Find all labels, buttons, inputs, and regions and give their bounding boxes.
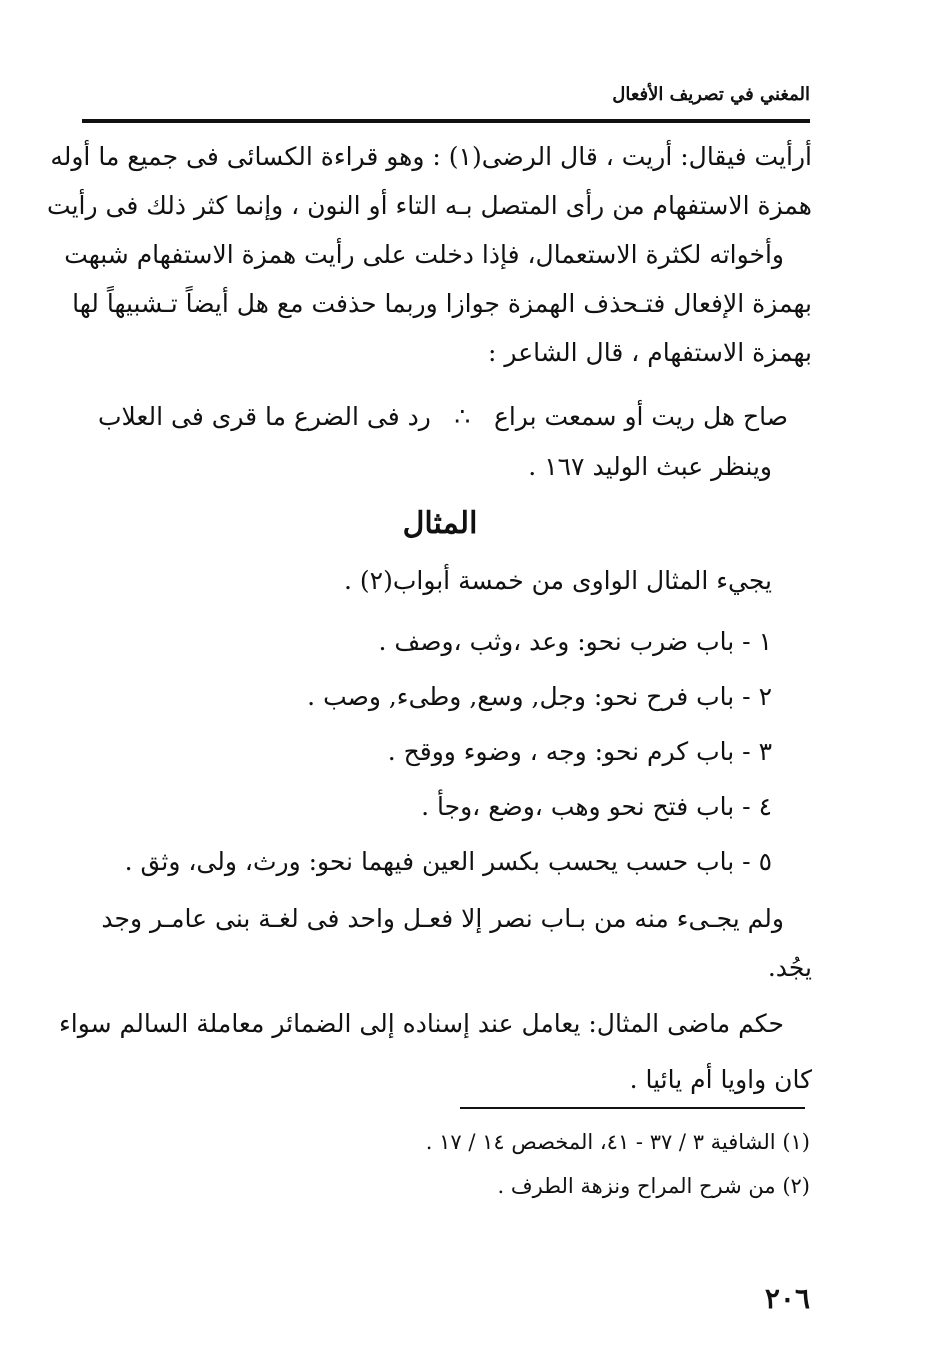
verse-first-hemistich: صاح هل ريت أو سمعت براع — [493, 402, 788, 431]
exception-line-2: يجُد. — [767, 953, 812, 982]
verse-reference: وينظر عبث الوليد ١٦٧ . — [528, 452, 772, 481]
rule-line-1: حكم ماضى المثال: يعامل عند إسناده إلى الضمائر معاملة السالم سواء — [59, 1009, 784, 1038]
paragraph-exception — [82, 894, 812, 992]
list-item: ١ - باب ضرب نحو: وعد ،وثب ،وصف . — [378, 627, 772, 656]
list-item: ٢ - باب فرح نحو: وجل, وسع, وطىء, وصب . — [307, 682, 772, 711]
poetry-verse — [98, 392, 788, 441]
section-intro: يجيء المثال الواوى من خمسة أبواب(٢) . — [343, 566, 772, 595]
body-line-5: بهمزة الاستفهام ، قال الشاعر : — [488, 338, 812, 367]
verse-second-hemistich: رد فى الضرع ما قرى فى العلاب — [98, 402, 431, 431]
footnote-rule — [460, 1107, 805, 1109]
section-heading: المثال — [402, 506, 478, 541]
body-line-3: وأخواته لكثرة الاستعمال، فإذا دخلت على رأيت همزة الاستفهام شبهت — [64, 240, 784, 269]
paragraph-rule — [59, 996, 812, 1108]
exception-line-1: ولم يجـىء منه من بـاب نصر إلا فعـل واحد فى لغـة بنى عامـر وجد — [101, 904, 784, 933]
verse-separator: ∴ — [454, 402, 471, 431]
footnotes — [426, 1120, 810, 1208]
paradigm-list — [52, 622, 772, 897]
list-item: ٤ - باب فتح نحو وهب ،وضع ،وجأ . — [421, 792, 772, 821]
page-number: ٢٠٦ — [764, 1282, 810, 1315]
list-item: ٣ - باب كرم نحو: وجه ، وضوء ووقح . — [387, 737, 772, 766]
rule-line-2: كان واويا أم يائيا . — [629, 1065, 812, 1094]
body-line-2: همزة الاستفهام من رأى المتصل بـه التاء أو النون ، وإنما كثر ذلك فى رأيت — [47, 191, 812, 220]
body-line-1: أرأيت فيقال: أريت ، قال الرضى(١) : وهو قراءة الكسائى فى جميع ما أوله — [50, 142, 812, 171]
body-paragraph — [47, 132, 812, 377]
header-rule — [82, 119, 810, 123]
footnote-2: (٢) من شرح المراح ونزهة الطرف . — [497, 1174, 810, 1198]
body-line-4: بهمزة الإفعال فتـحذف الهمزة جوازا وربما حذفت مع هل أيضاً تـشبيهاً لها — [72, 289, 812, 318]
footnote-1: (١) الشافية ٣ / ٣٧ - ٤١، المخصص ١٤ / ١٧ . — [425, 1130, 810, 1154]
running-header: المغني في تصريف الأفعال — [612, 84, 810, 105]
list-item: ٥ - باب حسب يحسب بكسر العين فيهما نحو: ورث، ولى، وثق . — [124, 847, 772, 876]
